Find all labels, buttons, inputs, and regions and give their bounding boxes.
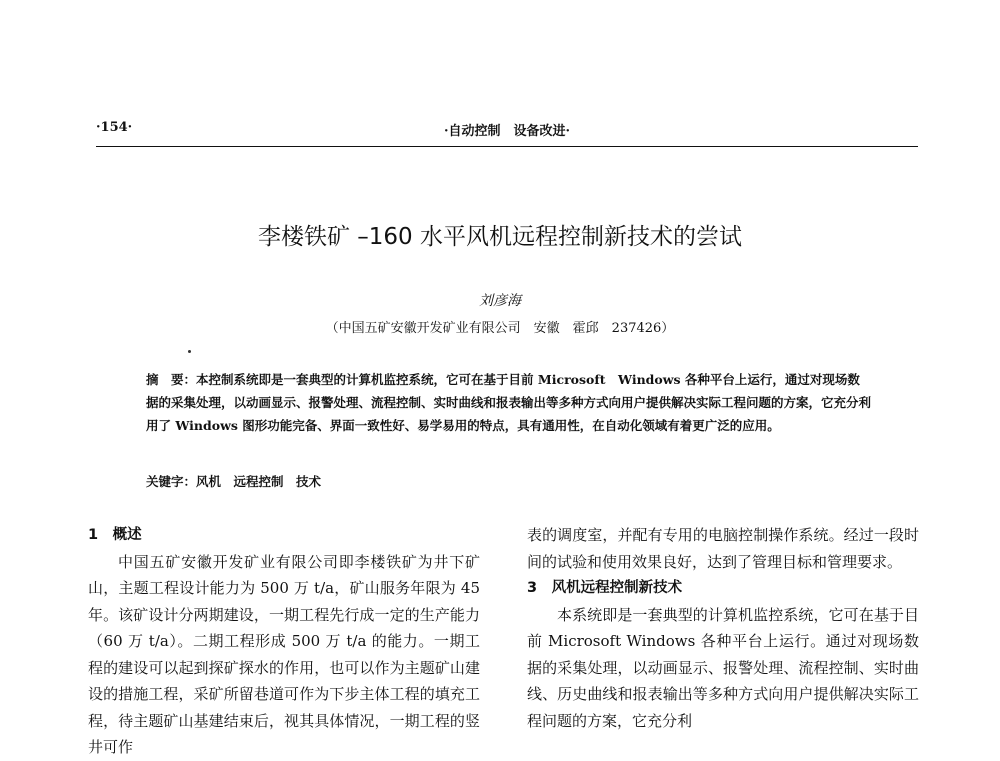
abstract-label: 摘 要： <box>146 372 197 387</box>
body-paragraph: 中国五矿安徽开发矿业有限公司即李楼铁矿为井下矿山，主题工程设计能力为 500 万 t/a，矿山服务年限为 45 年。该矿设计分两期建设，一期工程先行成一定的生产能力（60 万 t/a）。二期工程形成 500 万 t/a 的能力。一期工程的建设可以起到探矿探水的作用，也可以作为主题矿山建设的措施工程，采矿所留巷道可作为下步主体工程的填充工程，待主题矿山基建结束后，视其具体情况，一期工程的竖井可作 <box>88 552 480 756</box>
page-number: ·154· <box>96 120 133 135</box>
running-header <box>96 118 918 140</box>
body-column-left <box>88 522 480 761</box>
running-section-title: ·自动控制 设备改进· <box>443 124 571 139</box>
author-name: 刘彦海 <box>479 293 521 309</box>
section-heading-overview: 1 概述 <box>88 527 142 543</box>
keywords <box>146 472 872 490</box>
abstract-text: 本控制系统即是一套典型的计算机监控系统，它可在基于目前 Microsoft Windows 各种平台上运行，通过对现场数据的采集处理，以动画显示、报警处理、流程控制、实时曲线和报表输出等多种方式向用户提供解决实际工程问题的方案，它充分利用了 Windows 图形功能完备、界面一致性好、易学易用的特点，具有通用性，在自动化领域有着更广泛的应用。 <box>146 372 872 433</box>
body-paragraph: 本系统即是一套典型的计算机监控系统，它可在基于目前 Microsoft Windows 各种平台上运行。通过对现场数据的采集处理，以动画显示、报警处理、流程控制、实时曲线、历史曲线和报表输出等多种方式向用户提供解决实际工程问题的方案，它充分利 <box>527 605 919 730</box>
keywords-text: 风机 远程控制 技术 <box>196 474 322 489</box>
body-column-right <box>527 522 919 734</box>
article-title: 李楼铁矿 –160 水平风机远程控制新技术的尝试 <box>257 224 743 250</box>
section-heading-remote-control: 3 风机远程控制新技术 <box>527 580 683 596</box>
abstract <box>146 368 872 437</box>
body-paragraph-continued: 表的调度室，并配有专用的电脑控制操作系统。经过一段时间的试验和使用效果良好，达到了管理目标和管理要求。 <box>527 526 919 571</box>
header-divider <box>96 146 918 147</box>
author-affiliation: （中国五矿安徽开发矿业有限公司 安徽 霍邱 237426） <box>325 321 675 336</box>
scan-mark <box>188 350 191 353</box>
keywords-label: 关键字： <box>146 474 197 489</box>
